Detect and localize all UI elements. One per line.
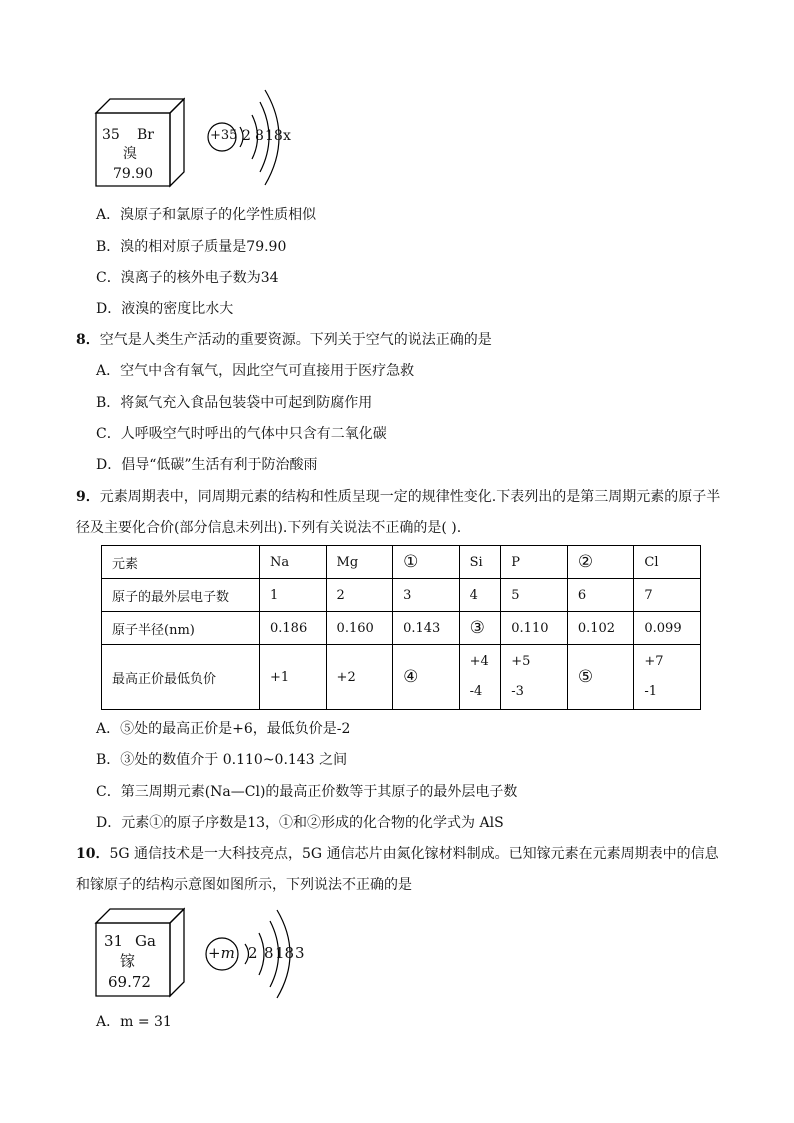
table-cell: +2 bbox=[326, 645, 393, 710]
bromine-element-card bbox=[93, 96, 185, 188]
q8-number: 8． bbox=[76, 332, 100, 348]
valence-high: +7 bbox=[644, 654, 664, 669]
table-cell: 6 bbox=[567, 579, 634, 612]
table-row-valence bbox=[102, 645, 701, 710]
table-cell: 5 bbox=[501, 579, 568, 612]
q9-stem-line1 bbox=[76, 488, 720, 506]
table-cell bbox=[459, 645, 501, 710]
q10-stem-line2: 和镓原子的结构示意图如图所示，下列说法不正确的是 bbox=[76, 877, 412, 893]
atomic-number: 31 bbox=[104, 932, 124, 950]
shell-3-count: 18 bbox=[265, 128, 283, 144]
shell-2-count: 8 bbox=[264, 944, 274, 962]
q8-option-d: D．倡导“低碳”生活有利于防治酸雨 bbox=[96, 457, 318, 473]
q8-stem bbox=[76, 331, 492, 349]
table-cell: 1 bbox=[260, 579, 327, 612]
table-cell: Cl bbox=[634, 546, 701, 579]
q10-stem-line1 bbox=[76, 845, 719, 863]
table-cell: P bbox=[501, 546, 568, 579]
table-row-electrons bbox=[102, 579, 701, 612]
table-cell: 0.186 bbox=[260, 612, 327, 645]
table-cell: 0.099 bbox=[634, 612, 701, 645]
q9-option-c: C．第三周期元素(Na—Cl)的最高正价数等于其原子的最外层电子数 bbox=[96, 784, 518, 800]
table-cell: 0.160 bbox=[326, 612, 393, 645]
gallium-atom-diagram bbox=[203, 906, 313, 1002]
table-cell bbox=[501, 645, 568, 710]
table-cell: ① bbox=[393, 546, 460, 579]
valence-high: +4 bbox=[469, 654, 489, 669]
q7-option-c: C．溴离子的核外电子数为34 bbox=[96, 270, 279, 286]
table-cell: ④ bbox=[393, 645, 460, 710]
table-cell: 0.110 bbox=[501, 612, 568, 645]
shell-1-count: 2 bbox=[242, 128, 251, 144]
table-cell: Si bbox=[459, 546, 501, 579]
q9-option-d: D．元素①的原子序数是13，①和②形成的化合物的化学式为 AlS bbox=[96, 815, 504, 831]
element-name: 镓 bbox=[120, 952, 136, 970]
table-cell: 0.143 bbox=[393, 612, 460, 645]
valence-low: -3 bbox=[511, 684, 524, 699]
q8-option-c: C．人呼吸空气时呼出的气体中只含有二氧化碳 bbox=[96, 426, 387, 442]
q9-option-b: B．③处的数值介于 0.110~0.143 之间 bbox=[96, 752, 348, 768]
table-cell: 3 bbox=[393, 579, 460, 612]
table-cell: 元素 bbox=[102, 546, 260, 579]
q8-option-b: B．将氮气充入食品包装袋中可起到防腐作用 bbox=[96, 395, 373, 411]
shell-4-count: x bbox=[283, 128, 291, 144]
table-cell: ⑤ bbox=[567, 645, 634, 710]
table-cell: 2 bbox=[326, 579, 393, 612]
table-row-header bbox=[102, 546, 701, 579]
q8-option-a: A．空气中含有氧气，因此空气可直接用于医疗急救 bbox=[96, 363, 415, 379]
q9-stem-line2: 径及主要化合价(部分信息未列出).下列有关说法不正确的是( ). bbox=[76, 520, 462, 536]
gallium-element-card bbox=[93, 906, 185, 998]
table-cell: 4 bbox=[459, 579, 501, 612]
table-cell: ② bbox=[567, 546, 634, 579]
table-cell: 原子半径(nm) bbox=[102, 612, 260, 645]
table-row-radius bbox=[102, 612, 701, 645]
atomic-number: 35 bbox=[102, 127, 120, 143]
q7-option-a: A．溴原子和氯原子的化学性质相似 bbox=[96, 207, 317, 223]
element-name: 溴 bbox=[123, 146, 137, 162]
q10-option-a: A．m = 31 bbox=[96, 1014, 172, 1030]
periodic-data-table bbox=[101, 545, 701, 710]
table-cell: 最高正价最低负价 bbox=[102, 645, 260, 710]
shell-4-count: 3 bbox=[295, 944, 305, 962]
nucleus-charge: +m bbox=[208, 944, 235, 962]
shell-1-count: 2 bbox=[248, 944, 258, 962]
table-cell: 7 bbox=[634, 579, 701, 612]
atomic-mass: 79.90 bbox=[113, 166, 154, 182]
table-cell: Na bbox=[260, 546, 327, 579]
q9-stem-text-1: 元素周期表中，同周期元素的结构和性质呈现一定的规律性变化.下表列出的是第三周期元素的原子半 bbox=[99, 489, 721, 505]
element-symbol: Br bbox=[137, 127, 154, 143]
q8-stem-text: 空气是人类生产活动的重要资源。下列关于空气的说法正确的是 bbox=[99, 332, 492, 348]
valence-low: -1 bbox=[644, 684, 658, 699]
q9-number: 9． bbox=[76, 489, 100, 505]
q7-option-b: B．溴的相对原子质量是79.90 bbox=[96, 239, 287, 255]
table-cell: Mg bbox=[326, 546, 393, 579]
nucleus-charge: +35 bbox=[210, 128, 238, 143]
element-symbol: Ga bbox=[135, 932, 156, 950]
table-cell: 0.102 bbox=[567, 612, 634, 645]
table-cell bbox=[634, 645, 701, 710]
table-cell: +1 bbox=[260, 645, 327, 710]
q10-number: 10． bbox=[76, 846, 110, 862]
table-cell: ③ bbox=[459, 612, 501, 645]
q7-option-d: D．液溴的密度比水大 bbox=[96, 301, 234, 317]
valence-high: +5 bbox=[511, 654, 531, 669]
q10-stem-text-1: 5G 通信技术是一大科技亮点，5G 通信芯片由氮化镓材料制成。已知镓元素在元素周期表中的信息 bbox=[109, 846, 719, 862]
q9-option-a: A．⑤处的最高正价是+6，最低负价是-2 bbox=[96, 721, 351, 737]
bromine-atom-diagram bbox=[205, 82, 305, 194]
table-cell: 原子的最外层电子数 bbox=[102, 579, 260, 612]
shell-2-count: 8 bbox=[255, 128, 264, 144]
shell-3-count: 18 bbox=[275, 944, 295, 962]
atomic-mass: 69.72 bbox=[108, 973, 151, 991]
valence-low: -4 bbox=[469, 684, 483, 699]
